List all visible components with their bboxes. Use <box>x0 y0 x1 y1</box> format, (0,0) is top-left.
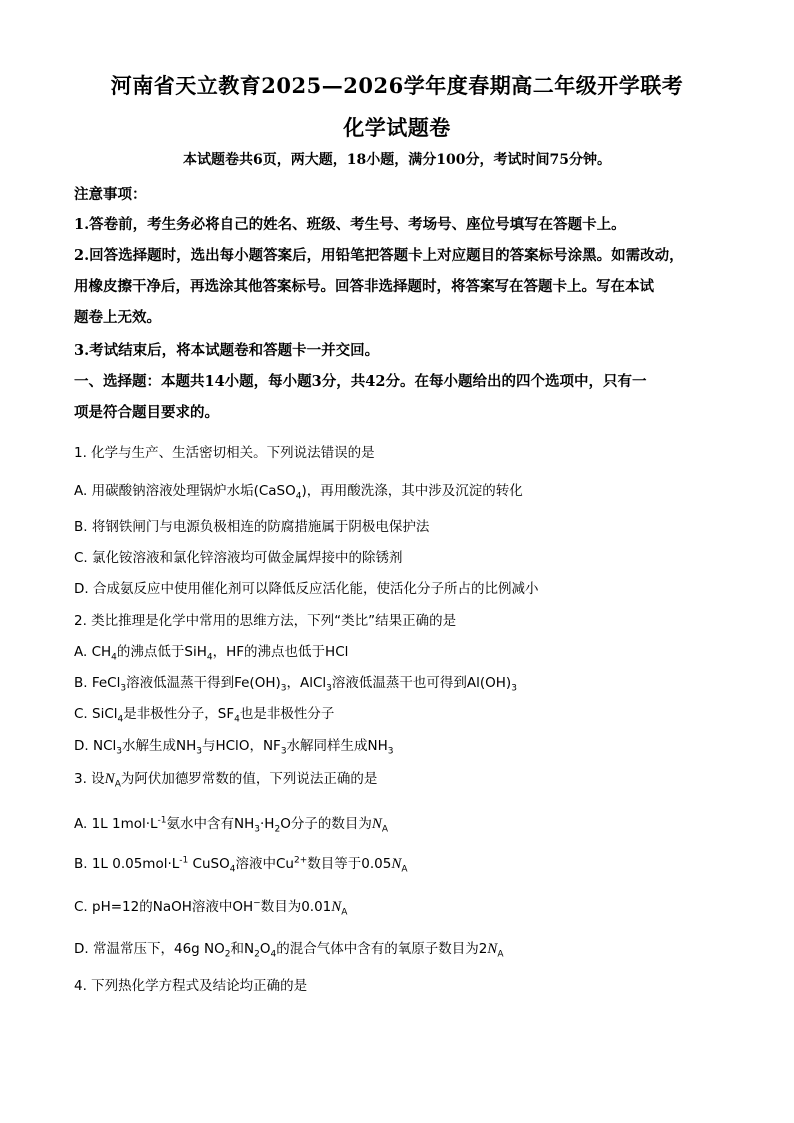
q3-option-b: B. 1L $0.05mol\cdot L^{-1}$ CuSO$_4$溶液中$Cu^{2+}$数目等于$0.05N_A$ <box>74 855 408 875</box>
note-3: 3.考试结束后，将本试题卷和答题卡一并交回。 <box>74 342 380 359</box>
q3-option-c: C. pH=12的NaOH溶液中OH−数目为$0.01N_A$ <box>74 898 348 918</box>
exam-meta: 本试题卷共6页，两大题，18小题，满分100分，考试时间75分钟。 <box>183 152 611 168</box>
q1-option-c: C. 氯化铵溶液和氯化锌溶液均可做金属焊接中的除锈剂 <box>74 550 403 566</box>
q3-option-d: D. 常温常压下，46g $NO_2$和$N_2O_4$的混合气体中含有的氧原子数目为$2N_A$ <box>74 941 504 960</box>
q2-option-d: D. NCl$_3$水解生成$NH_3$与HClO，$NF_3$水解同样生成$NH_3$ <box>74 738 394 757</box>
q2-option-a: A. $CH_4$的沸点低于SiH$_4$，HF的沸点也低于HCl <box>74 644 349 663</box>
section-heading-line-2: 项是符合题目要求的。 <box>74 404 219 421</box>
note-1: 1.答卷前，考生务必将自己的姓名、班级、考生号、考场号、座位号填写在答题卡上。 <box>74 216 626 233</box>
notes-heading: 注意事项： <box>74 186 147 203</box>
q2-option-b: B. FeCl$_3$溶液低温蒸干得到$Fe(OH)_3$，AlCl$_3$溶液低温蒸干也可得到$Al(OH)_3$ <box>74 675 517 694</box>
exam-subtitle: 化学试题卷 <box>343 115 451 140</box>
q2-option-c: C. SiCl$_4$是非极性分子，$SF_4$也是非极性分子 <box>74 706 335 725</box>
q3-stem: 3. 设$N_A$为阿伏加德罗常数的值，下列说法正确的是 <box>74 771 378 790</box>
note-2-line-1: 2.回答选择题时，选出每小题答案后，用铅笔把答题卡上对应题目的答案标号涂黑。如需改动， <box>74 247 684 264</box>
q1-option-d: D. 合成氨反应中使用催化剂可以降低反应活化能，使活化分子所占的比例减小 <box>74 581 539 597</box>
section-heading-line-1: 一、选择题：本题共14小题，每小题3分，共42分。在每小题给出的四个选项中，只有一 <box>74 373 647 390</box>
q4-stem: 4. 下列热化学方程式及结论均正确的是 <box>74 978 308 994</box>
q1-stem: 1. 化学与生产、生活密切相关。下列说法错误的是 <box>74 445 375 461</box>
q2-stem: 2. 类比推理是化学中常用的思维方法，下列“类比”结果正确的是 <box>74 613 457 629</box>
q1-option-a: A. 用碳酸钠溶液处理锅炉水垢(CaSO$_4$)，再用酸洗涤，其中涉及沉淀的转化 <box>74 483 523 502</box>
q1-option-b: B. 将钢铁闸门与电源负极相连的防腐措施属于阴极电保护法 <box>74 519 430 535</box>
exam-title: 河南省天立教育2025—2026学年度春期高二年级开学联考 <box>110 73 684 98</box>
q3-option-a: A. 1L $1mol\cdot L^{-1}$氨水中含有$NH_3\cdot H_2O$分子的数目为$N_A$ <box>74 815 389 835</box>
note-2-line-3: 题卷上无效。 <box>74 309 161 326</box>
note-2-line-2: 用橡皮擦干净后，再选涂其他答案标号。回答非选择题时，将答案写在答题卡上。写在本试 <box>74 278 654 295</box>
